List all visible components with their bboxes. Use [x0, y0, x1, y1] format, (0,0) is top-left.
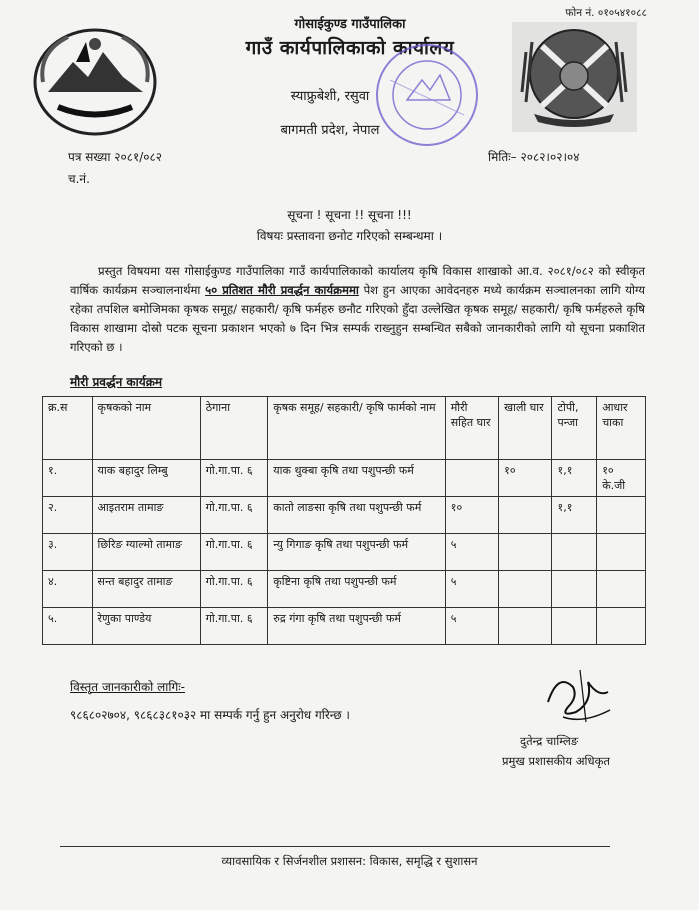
table-cell: न्यु गिगाङ कृषि तथा पशुपन्छी फर्म: [268, 534, 445, 571]
table-cell: १०: [445, 497, 498, 534]
table-cell: गो.गा.पा. ६: [200, 497, 268, 534]
table-cell: २.: [43, 497, 93, 534]
signer-name: दुतेन्द्र चाम्लिङ: [520, 734, 579, 748]
table-cell: ३.: [43, 534, 93, 571]
table-cell: [597, 571, 646, 608]
notice-subject: विषयः प्रस्तावना छनोट गरिएको सम्बन्धमा ।: [256, 229, 443, 243]
table-cell: आइतराम तामाङ: [92, 497, 200, 534]
office-stamp: [372, 40, 482, 150]
contact-text: ९८६८०२७०४, ९८६८३८१०३२ मा सम्पर्क गर्नु हुन अनुरोध गरिन्छ ।: [70, 708, 350, 722]
table-cell: [552, 608, 597, 645]
table-row: [43, 497, 646, 534]
table-cell: [552, 571, 597, 608]
table-cell: ५: [445, 534, 498, 571]
table-row: [43, 534, 646, 571]
municipality-logo-icon: [512, 22, 637, 132]
table-row: [43, 571, 646, 608]
column-header: क्र.स: [43, 397, 93, 460]
table-cell: १० के.जी: [597, 460, 646, 497]
table-cell: [499, 534, 552, 571]
table-cell: गो.गा.पा. ६: [200, 460, 268, 497]
table-cell: याक थुक्बा कृषि तथा पशुपन्छी फर्म: [268, 460, 445, 497]
table-cell: गो.गा.पा. ६: [200, 571, 268, 608]
table-cell: ५: [445, 571, 498, 608]
column-header: आधार चाका: [597, 397, 646, 460]
handwritten-signature: [538, 662, 618, 732]
table-cell: कृष्टिना कृषि तथा पशुपन्छी फर्म: [268, 571, 445, 608]
selected-farmers-table: [42, 396, 646, 645]
table-cell: ५.: [43, 608, 93, 645]
notice-title: सूचना ! सूचना !! सूचना !!!: [287, 208, 412, 222]
table-cell: ४.: [43, 571, 93, 608]
column-header: ठेगाना: [200, 397, 268, 460]
table-cell: १.: [43, 460, 93, 497]
table-cell: गो.गा.पा. ६: [200, 534, 268, 571]
table-cell: [499, 571, 552, 608]
table-cell: ५: [445, 608, 498, 645]
footer-divider: [60, 846, 610, 847]
table-header-row: [43, 397, 646, 460]
table-cell: [597, 497, 646, 534]
table-cell: १०: [499, 460, 552, 497]
table-cell: [597, 608, 646, 645]
reference-number: पत्र सख्या २०८१/०८२: [68, 150, 162, 164]
table-cell: रेणुका पाण्डेय: [92, 608, 200, 645]
table-cell: [552, 534, 597, 571]
dispatch-number: च.नं.: [68, 172, 90, 186]
table-cell: कातो लाङसा कृषि तथा पशुपन्छी फर्म: [268, 497, 445, 534]
body-highlight: ५० प्रतिशत मौरी प्रवर्द्धन कार्यक्रममा: [205, 283, 359, 297]
letter-date: मितिः– २०८२।०२।०४: [488, 150, 580, 164]
column-header: मौरी सहित घार: [445, 397, 498, 460]
address-line-2: बागमती प्रदेश, नेपाल: [280, 123, 380, 138]
phone-number: फोन नं. ०१०५४१०८८: [565, 7, 647, 19]
column-header: खाली घार: [499, 397, 552, 460]
program-title: मौरी प्रवर्द्धन कार्यक्रम: [70, 375, 163, 389]
table-cell: याक बहादुर लिम्बु: [92, 460, 200, 497]
column-header: टोपी, पन्जा: [552, 397, 597, 460]
body-text-part-2: पेश हुन आएका आवेदनहरु मध्ये कार्यक्रम सञ्चालनका लागि योग्य रहेका तपशिल बमोजिमका कृषक समूह/ सहकारी/ कृषि फर्महरु छनौट गरिएको हुँदा उल्लेखित कृषक समूह/ सहकारी/ कृषि फर्महरुले कृषि विकास शाखामा दोस्रो पटक सूचना प्रकाशन भएको ७ दिन भित्र सम्पर्क राख्नुहुन सम्बन्धित सबैको जानकारीको लागि यो सूचना प्रकाशित गरिएको छ ।: [70, 283, 645, 354]
address-line-1: स्याफ्रुबेशी, रसुवा: [290, 89, 370, 104]
footer-slogan: व्यावसायिक र सिर्जनशील प्रशासन: विकास, समृद्धि र सुशासन: [221, 854, 478, 868]
table-cell: १,१: [552, 460, 597, 497]
table-cell: [499, 497, 552, 534]
table-cell: १,१: [552, 497, 597, 534]
municipality-name: गोसाईकुण्ड गाउँपालिका: [294, 17, 406, 32]
table-row: [43, 460, 646, 497]
table-cell: रुद्र गंगा कृषि तथा पशुपन्छी फर्म: [268, 608, 445, 645]
table-cell: गो.गा.पा. ६: [200, 608, 268, 645]
table-cell: [499, 608, 552, 645]
table-cell: [597, 534, 646, 571]
column-header: कृषक समूह/ सहकारी/ कृषि फार्मको नाम: [268, 397, 445, 460]
body-text-part-1: प्रस्तुत विषयमा यस गोसाईकुण्ड गाउँपालिका गाउँ कार्यपालिकाको कार्यालय कृषि विकास शाखाको आ.व. २०८१/०८२ को स्वीकृत वार्षिक कार्यक्रम सञ्चालनार्थमा: [70, 264, 645, 297]
table-cell: सन्त बहादुर तामाङ: [92, 571, 200, 608]
table-cell: [445, 460, 498, 497]
column-header: कृषकको नाम: [92, 397, 200, 460]
contact-label: विस्तृत जानकारीको लागिः-: [70, 680, 185, 694]
table-row: [43, 608, 646, 645]
table-cell: छिरिङ ग्याल्मो तामाङ: [92, 534, 200, 571]
signer-title: प्रमुख प्रशासकीय अधिकृत: [502, 754, 610, 768]
notice-body: [70, 262, 645, 357]
nepal-emblem-icon: [28, 22, 163, 142]
office-name: गाउँ कार्यपालिकाको कार्यालय: [245, 37, 455, 59]
